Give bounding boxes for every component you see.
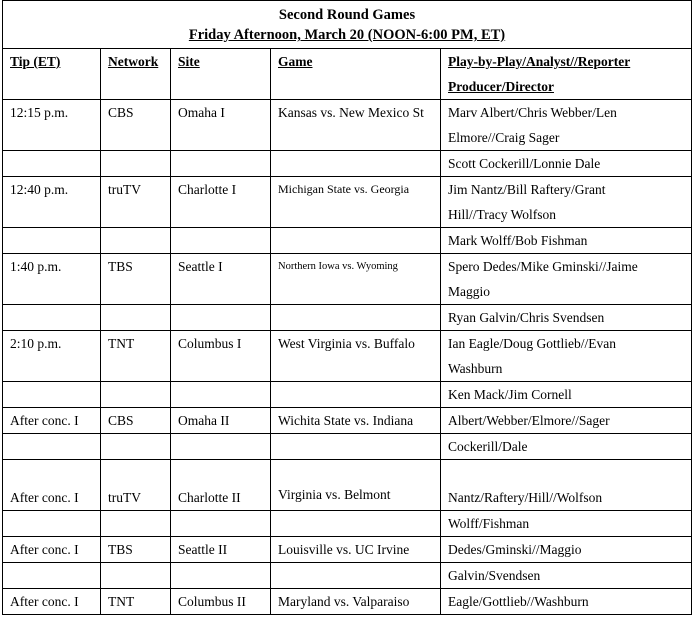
header-crew-line-1: Play-by-Play/Analyst//Reporter [448, 54, 631, 69]
tip-cell: After conc. I [3, 408, 101, 434]
crew-line: Elmore//Craig Sager [448, 130, 560, 145]
table-row [3, 100, 692, 151]
crew-cell [441, 100, 692, 151]
site-cell: Omaha II [171, 408, 271, 434]
crew-line: Spero Dedes/Mike Gminski//Jaime [448, 259, 638, 274]
producer-row [3, 151, 692, 177]
producer-row [3, 511, 692, 537]
site-cell: Seattle II [171, 537, 271, 563]
producer-cell: Galvin/Svendsen [441, 563, 692, 589]
game-cell: Wichita State vs. Indiana [271, 408, 441, 434]
table-row [3, 254, 692, 305]
crew-line: Marv Albert/Chris Webber/Len [448, 105, 617, 120]
crew-cell: Dedes/Gminski//Maggio [441, 537, 692, 563]
game-cell: Kansas vs. New Mexico St [271, 100, 441, 151]
table-row [3, 589, 692, 615]
header-site: Site [171, 49, 271, 100]
table-row [3, 331, 692, 382]
table-row [3, 408, 692, 434]
header-tip: Tip (ET) [3, 49, 101, 100]
tip-cell: After conc. I [3, 460, 101, 511]
crew-line: Washburn [448, 361, 503, 376]
producer-row [3, 563, 692, 589]
producer-row [3, 305, 692, 331]
network-cell: TBS [101, 537, 171, 563]
tip-cell: 2:10 p.m. [3, 331, 101, 382]
site-cell: Columbus II [171, 589, 271, 615]
title-line-1: Second Round Games [278, 7, 416, 23]
title-row [3, 1, 692, 49]
tip-cell: After conc. I [3, 537, 101, 563]
network-cell: CBS [101, 100, 171, 151]
site-cell: Charlotte I [171, 177, 271, 228]
header-row [3, 49, 692, 100]
game-cell: West Virginia vs. Buffalo [271, 331, 441, 382]
crew-line: Hill//Tracy Wolfson [448, 207, 557, 222]
site-cell: Charlotte II [171, 460, 271, 511]
tip-cell: 1:40 p.m. [3, 254, 101, 305]
crew-line: Ian Eagle/Doug Gottlieb//Evan [448, 336, 616, 351]
game-cell: Virginia vs. Belmont [271, 460, 441, 511]
producer-cell: Cockerill/Dale [441, 434, 692, 460]
crew-cell: Albert/Webber/Elmore//Sager [441, 408, 692, 434]
header-game: Game [271, 49, 441, 100]
producer-row [3, 228, 692, 254]
producer-row [3, 434, 692, 460]
crew-line: Jim Nantz/Bill Raftery/Grant [448, 182, 606, 197]
schedule-document [2, 0, 691, 615]
crew-cell: Nantz/Raftery/Hill//Wolfson [441, 460, 692, 511]
game-cell: Louisville vs. UC Irvine [271, 537, 441, 563]
network-cell: truTV [101, 177, 171, 228]
producer-cell: Wolff/Fishman [441, 511, 692, 537]
crew-cell: Eagle/Gottlieb//Washburn [441, 589, 692, 615]
site-cell: Seattle I [171, 254, 271, 305]
producer-cell: Ryan Galvin/Chris Svendsen [441, 305, 692, 331]
producer-cell: Mark Wolff/Bob Fishman [441, 228, 692, 254]
table-row [3, 460, 692, 511]
table-row [3, 177, 692, 228]
header-network: Network [101, 49, 171, 100]
network-cell: TNT [101, 589, 171, 615]
producer-cell: Scott Cockerill/Lonnie Dale [441, 151, 692, 177]
crew-cell [441, 177, 692, 228]
schedule-table [2, 0, 692, 615]
table-title [3, 1, 692, 49]
title-line-2: Friday Afternoon, March 20 (NOON-6:00 PM, ET) [188, 27, 506, 43]
table-row [3, 537, 692, 563]
header-crew [441, 49, 692, 100]
game-cell: Northern Iowa vs. Wyoming [271, 254, 441, 305]
producer-row [3, 382, 692, 408]
crew-cell [441, 254, 692, 305]
game-cell: Michigan State vs. Georgia [271, 177, 441, 228]
network-cell: TBS [101, 254, 171, 305]
network-cell: truTV [101, 460, 171, 511]
site-cell: Omaha I [171, 100, 271, 151]
tip-cell: 12:40 p.m. [3, 177, 101, 228]
tip-cell: 12:15 p.m. [3, 100, 101, 151]
header-crew-line-2: Producer/Director [448, 79, 554, 94]
crew-cell [441, 331, 692, 382]
crew-line: Maggio [448, 284, 490, 299]
game-cell: Maryland vs. Valparaiso [271, 589, 441, 615]
producer-cell: Ken Mack/Jim Cornell [441, 382, 692, 408]
network-cell: CBS [101, 408, 171, 434]
network-cell: TNT [101, 331, 171, 382]
site-cell: Columbus I [171, 331, 271, 382]
tip-cell: After conc. I [3, 589, 101, 615]
